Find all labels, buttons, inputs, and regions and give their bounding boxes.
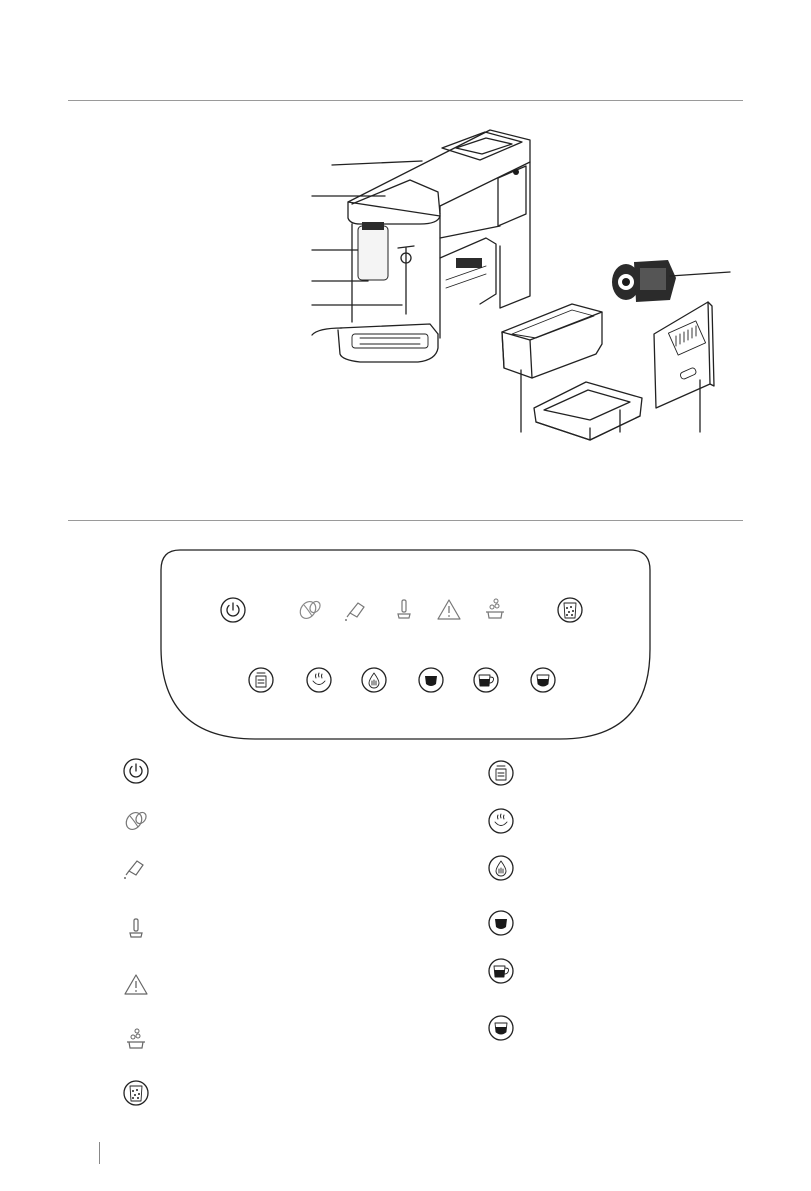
machine-body (338, 130, 530, 362)
section-divider-top (68, 100, 743, 101)
warning-indicator (434, 595, 464, 625)
service-door-part (654, 302, 714, 408)
water-tank-icon (555, 595, 585, 625)
cleaning-button[interactable] (246, 665, 276, 695)
legend-steam-icon (486, 806, 516, 836)
water-tank-part (502, 304, 602, 378)
legend-water-tank-icon (121, 1078, 151, 1108)
tamper-icon (389, 595, 419, 625)
coffee-beans-icon (295, 595, 325, 625)
legend-descale-icon (121, 853, 151, 883)
grounds-container-part (534, 382, 642, 440)
espresso-cup-icon (486, 908, 516, 938)
power-icon (121, 756, 151, 786)
steam-icon (304, 665, 334, 695)
descale-indicator (342, 595, 372, 625)
hot-water-icon (486, 853, 516, 883)
coffee-machine-illustration (290, 118, 750, 448)
section-divider-middle (68, 520, 743, 521)
page-number-marker (99, 1142, 100, 1164)
water-tank-indicator (555, 595, 585, 625)
coffee-button[interactable] (528, 665, 558, 695)
tamper-icon (121, 914, 151, 944)
beans-indicator (295, 595, 325, 625)
long-coffee-button[interactable] (471, 665, 501, 695)
cleaning-icon (246, 665, 276, 695)
coffee-cup-icon (528, 665, 558, 695)
descale-pitcher-icon (342, 595, 372, 625)
coffee-beans-icon (121, 806, 151, 836)
warning-triangle-icon (121, 970, 151, 1000)
hot-water-button[interactable] (359, 665, 389, 695)
legend-warning-icon (121, 970, 151, 1000)
legend-power-icon (121, 756, 151, 786)
legend-long-coffee-icon (486, 956, 516, 986)
espresso-cup-icon (416, 665, 446, 695)
warning-triangle-icon (434, 595, 464, 625)
long-coffee-cup-icon (486, 956, 516, 986)
long-coffee-cup-icon (471, 665, 501, 695)
coffee-cup-icon (486, 1013, 516, 1043)
control-panel (160, 549, 651, 740)
tamper-indicator (389, 595, 419, 625)
grounds-indicator (480, 595, 510, 625)
grounds-container-icon (480, 595, 510, 625)
power-icon (218, 595, 248, 625)
legend-tamper-icon (121, 914, 151, 944)
legend-hot-water-icon (486, 853, 516, 883)
steam-button[interactable] (304, 665, 334, 695)
grounds-container-icon (121, 1025, 151, 1055)
brew-group-part (612, 260, 730, 302)
steam-icon (486, 806, 516, 836)
water-tank-icon (121, 1078, 151, 1108)
hot-water-icon (359, 665, 389, 695)
legend-beans-icon (121, 806, 151, 836)
espresso-button[interactable] (416, 665, 446, 695)
legend-grounds-icon (121, 1025, 151, 1055)
legend-cleaning-icon (486, 758, 516, 788)
legend-coffee-icon (486, 1013, 516, 1043)
descale-pitcher-icon (121, 853, 151, 883)
legend-espresso-icon (486, 908, 516, 938)
power-button[interactable] (218, 595, 248, 625)
cleaning-icon (486, 758, 516, 788)
